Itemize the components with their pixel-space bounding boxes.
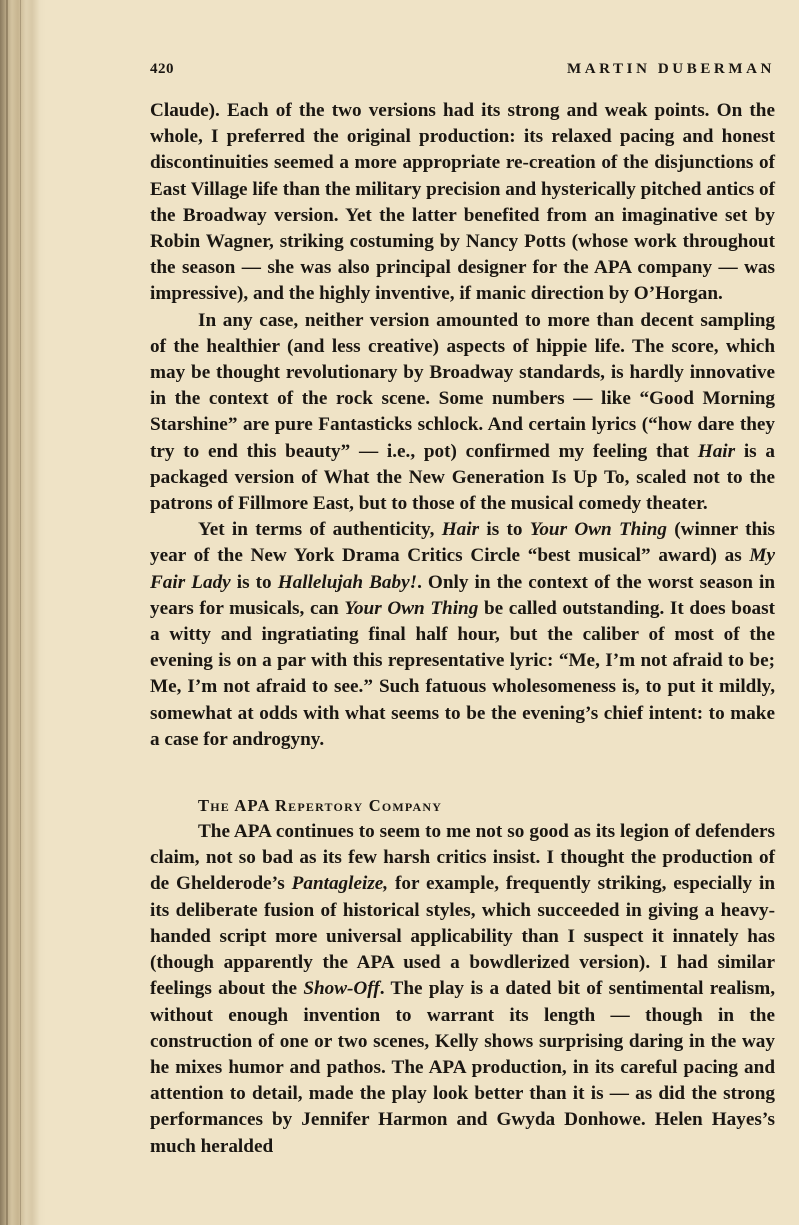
text-run: be called outstanding. It does boast a witty and ingratiating final half hour, but the caliber of most of the evening is on a par with this representative lyric: “Me, I’m not afraid to be; Me, I’m not afraid to see.” Such fatuous wholesomeness is, to put it mildly, somewhat at odds with what seems to be the evening’s chief intent: to make a case for androgyny. xyxy=(150,597,776,750)
running-head xyxy=(150,61,775,81)
text-run: . Only in the context of the worst season in years for musicals, can xyxy=(150,571,776,619)
page-number: 420 xyxy=(150,61,174,77)
text-run: is to xyxy=(230,571,278,593)
running-head-author: MARTIN DUBERMAN xyxy=(566,61,775,77)
paragraph xyxy=(150,517,775,753)
title-italic: My Fair Lady xyxy=(150,545,775,593)
title-italic: Show-Off xyxy=(303,978,380,1000)
text-run: is a packaged version of What the New Generation Is Up To, scaled not to the patrons of Fillmore East, but to those of the musical comedy theater. xyxy=(150,440,775,515)
body-text xyxy=(150,98,775,1160)
text-run: Yet in terms of authenticity, xyxy=(198,519,442,541)
text-run: . The play is a dated bit of sentimental realism, without enough invention to warrant its length — though in the construction of one or two scenes, Kelly shows surprising daring in the way he mixes humor and pathos. The APA production, in its careful pacing and attention to detail, made the play look better than it is — as did the strong performances by Jennifer Harmon and Gwyda Donhowe. Helen Hayes’s much heralded xyxy=(150,978,775,1157)
text-run: for example, frequently striking, especially in its deliberate fusion of historical styles, which succeeded in giving a heavy-handed script more universal applicability than I suspect it innately has (though apparently the APA used a bowdlerized version). I had similar feelings about the xyxy=(150,873,775,1000)
section-heading: The APA Repertory Company xyxy=(198,796,443,816)
paragraph xyxy=(150,308,775,518)
paragraph xyxy=(150,819,775,1160)
text-run: Claude). Each of the two versions had its strong and weak points. On the whole, I preferred the original production: its relaxed pacing and honest discontinuities seemed a more appropriate re-creation of the disjunctions of East Village life than the military precision and hysterically pitched antics of the Broadway version. Yet the latter benefited from an imaginative set by Robin Wagner, striking costuming by Nancy Potts (whose work throughout the season — she was also principal designer for the APA company — was impressive), and the highly inventive, if manic direction by O’Horgan. xyxy=(150,100,775,305)
title-italic: Hallelujah Baby! xyxy=(277,571,418,593)
title-italic: Pantagleize, xyxy=(291,873,389,895)
title-italic: Hair xyxy=(697,440,736,462)
title-italic: Hair xyxy=(441,519,480,541)
text-run: (winner this year of the New York Drama Critics Circle “best musical” award) as xyxy=(150,519,775,567)
text-run: In any case, neither version amounted to more than decent sampling of the healthier (and less creative) aspects of hippie life. The score, which may be thought revolutionary by Broadway standards, is hardly innovative in the context of the rock scene. Some numbers — like “Good Morning Starshine” are pure Fantasticks schlock. And certain lyrics (“how dare they try to end this beauty” — i.e., pot) confirmed my feeling that xyxy=(150,309,775,462)
text-run: The APA continues to seem to me not so good as its legion of defenders claim, not so bad as its few harsh critics insist. I thought the production of de Ghelderode’s xyxy=(150,821,775,895)
title-italic: Your Own Thing xyxy=(344,597,479,619)
title-italic: Your Own Thing xyxy=(529,519,667,541)
paragraph xyxy=(150,98,775,308)
text-run: is to xyxy=(479,519,530,541)
book-binding-gutter xyxy=(0,0,46,1225)
